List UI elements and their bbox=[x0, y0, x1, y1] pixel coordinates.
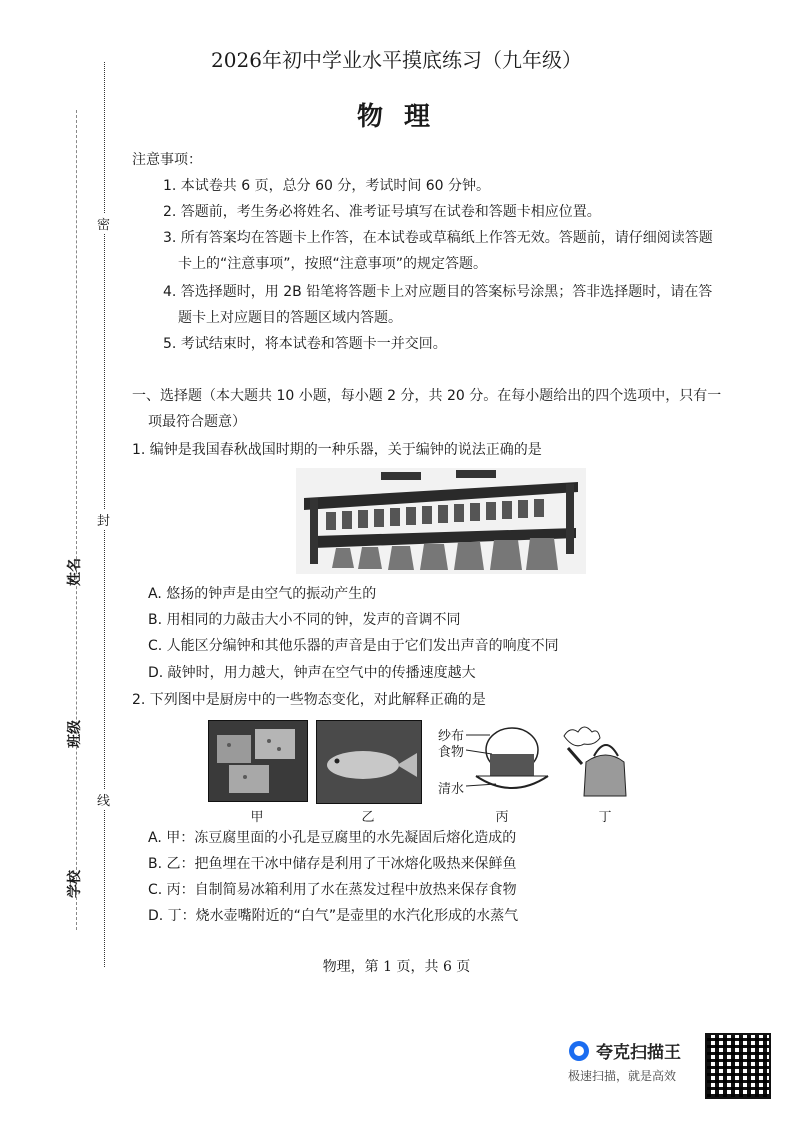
q1-option-b: B. 用相同的力敲击大小不同的钟，发声的音调不同 bbox=[148, 612, 461, 628]
q2-option-a: A. 甲：冻豆腐里面的小孔是豆腐里的水先凝固后熔化造成的 bbox=[148, 830, 517, 846]
margin-label-class: 班级 bbox=[67, 720, 83, 748]
seal-char-xian: 线 bbox=[97, 790, 110, 809]
fig-label-food: 食物 bbox=[438, 745, 465, 760]
notice-line-4: 4. 答选择题时，用 2B 铅笔将答题卡上对应题目的答案标号涂黑；答非选择题时，请在答 bbox=[163, 284, 713, 300]
q2-stem: 2. 下列图中是厨房中的一些物态变化，对此解释正确的是 bbox=[132, 692, 486, 708]
brand-slogan: 极速扫描，就是高效 bbox=[568, 1069, 677, 1083]
section1-heading-cont: 项最符合题意） bbox=[148, 414, 246, 430]
notice-line-5: 5. 考试结束时，将本试卷和答题卡一并交回。 bbox=[163, 336, 447, 352]
seal-char-mi: 密 bbox=[97, 214, 110, 233]
tofu-photo bbox=[208, 720, 308, 802]
q2-option-b: B. 乙：把鱼埋在干冰中储存是利用了干冰熔化吸热来保鲜鱼 bbox=[148, 856, 517, 872]
q2-option-d: D. 丁：烧水壶嘴附近的“白气”是壶里的水汽化形成的水蒸气 bbox=[148, 908, 519, 924]
fig-label-gauze: 纱布 bbox=[438, 729, 465, 744]
notice-heading: 注意事项： bbox=[132, 152, 202, 168]
notice-line-2: 2. 答题前，考生务必将姓名、准考证号填写在试卷和答题卡相应位置。 bbox=[163, 204, 601, 220]
caption-jia: 甲 bbox=[250, 810, 264, 825]
binding-solid-line bbox=[76, 110, 77, 930]
quark-logo-icon bbox=[568, 1040, 590, 1062]
q1-stem: 1. 编钟是我国春秋战国时期的一种乐器，关于编钟的说法正确的是 bbox=[132, 442, 542, 458]
notice-line-3: 3. 所有答案均在答题卡上作答，在本试卷或草稿纸上作答无效。答题前，请仔细阅读答题 bbox=[163, 230, 713, 246]
seal-char-feng: 封 bbox=[97, 510, 110, 529]
page-footer: 物理，第 1 页，共 6 页 bbox=[322, 959, 471, 975]
bianzhong-image bbox=[296, 468, 586, 574]
q1-option-d: D. 敲钟时，用力越大，钟声在空气中的传播速度越大 bbox=[148, 665, 476, 681]
subject-title: 物 理 bbox=[356, 102, 437, 132]
margin-label-school: 学校 bbox=[67, 870, 83, 898]
caption-ding: 丁 bbox=[598, 810, 612, 825]
notice-line-4b: 题卡上对应题目的答题区域内答题。 bbox=[178, 310, 402, 326]
notice-line-1: 1. 本试卷共 6 页，总分 60 分，考试时间 60 分钟。 bbox=[163, 178, 491, 194]
caption-yi: 乙 bbox=[361, 810, 375, 825]
scanner-watermark bbox=[568, 1038, 708, 1084]
q1-option-c: C. 人能区分编钟和其他乐器的声音是由于它们发出声音的响度不同 bbox=[148, 638, 559, 654]
section1-heading: 一、选择题（本大题共 10 小题，每小题 2 分，共 20 分。在每小题给出的四个选项中，只有一 bbox=[132, 388, 722, 404]
notice-line-3b: 卡上的“注意事项”，按照“注意事项”的规定答题。 bbox=[178, 256, 488, 272]
kettle-diagram bbox=[556, 718, 634, 804]
fish-photo bbox=[316, 720, 422, 804]
margin-label-name: 姓名 bbox=[67, 558, 83, 586]
caption-bing: 丙 bbox=[495, 810, 509, 825]
q2-option-c: C. 丙：自制简易冰箱利用了水在蒸发过程中放热来保存食物 bbox=[148, 882, 517, 898]
qr-code-icon bbox=[705, 1033, 771, 1099]
fig-label-water: 清水 bbox=[438, 782, 465, 797]
brand-name: 夸克扫描王 bbox=[596, 1043, 681, 1063]
exam-title: 2026年初中学业水平摸底练习（九年级） bbox=[211, 48, 582, 72]
q1-option-a: A. 悠扬的钟声是由空气的振动产生的 bbox=[148, 586, 377, 602]
